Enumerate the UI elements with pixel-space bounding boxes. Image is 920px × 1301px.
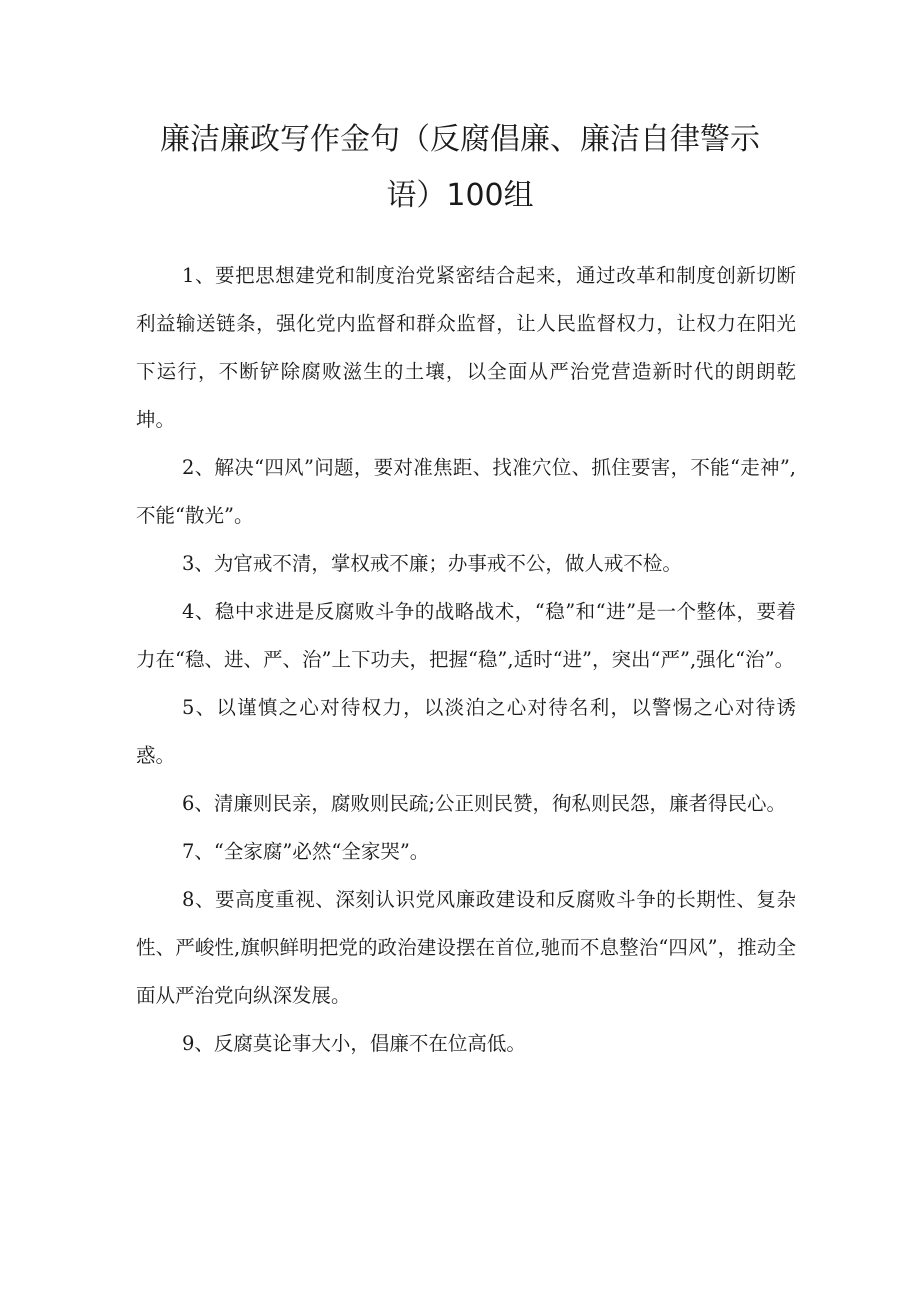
paragraph-6: 6、清廉则民亲，腐败则民疏;公正则民赞，徇私则民怨，廉者得民心。 xyxy=(182,792,786,815)
paragraph-1: 1、要把思想建党和制度治党紧密结合起来，通过改革和制度创新切断利益输送链条，强化党内监督和群众监督，让人民监督权力，让权力在阳光下运行，不断铲除腐败滋生的土壤，以全面从严治党营造新时代的朗朗乾坤。 xyxy=(136,264,796,431)
paragraph-5: 5、以谨慎之心对待权力，以淡泊之心对待名利，以警惕之心对待诱惑。 xyxy=(136,696,796,767)
title-line-1: 廉洁廉政写作金句（反腐倡廉、廉洁自律警示 xyxy=(160,122,760,157)
document-title xyxy=(140,112,780,224)
paragraph-4: 4、稳中求进是反腐败斗争的战略战术，“稳”和“进”是一个整体，要着力在“稳、进、严、治”上下功夫，把握“稳”,适时“进”，突出“严”,强化“治”。 xyxy=(136,600,796,671)
paragraph-7: 7、“全家腐”必然“全家哭”。 xyxy=(182,840,430,863)
paragraph-2: 2、解决“四风”问题，要对准焦距、找准穴位、抓住要害，不能“走神”,不能“散光”。 xyxy=(136,456,796,527)
paragraph-3: 3、为官戒不清，掌权戒不廉；办事戒不公，做人戒不检。 xyxy=(182,552,682,575)
paragraph-8: 8、要高度重视、深刻认识党风廉政建设和反腐败斗争的长期性、复杂性、严峻性,旗帜鲜明把党的政治建设摆在首位,驰而不息整治“四风”，推动全面从严治党向纵深发展。 xyxy=(136,888,796,1007)
document-body xyxy=(136,252,796,1068)
title-line-2: 语）100组 xyxy=(386,178,534,213)
paragraph-9: 9、反腐莫论事大小，倡廉不在位高低。 xyxy=(182,1032,526,1055)
